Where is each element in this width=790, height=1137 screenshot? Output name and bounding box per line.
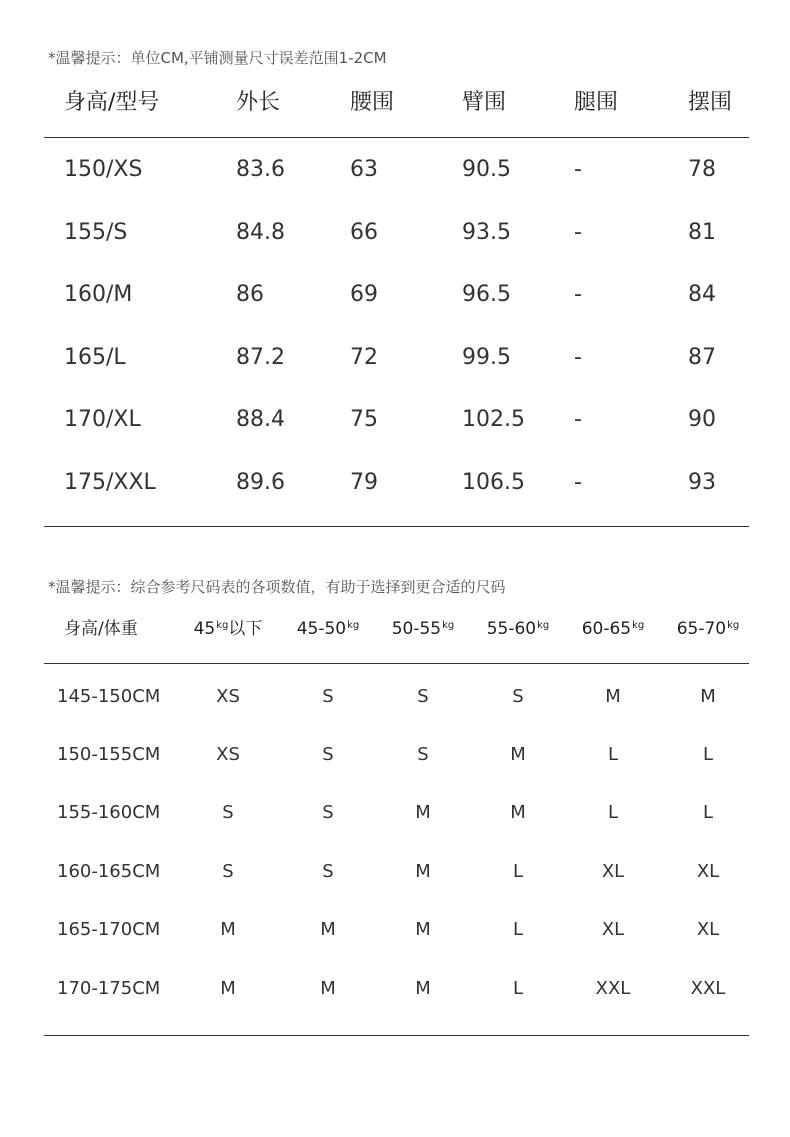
size-table-cell: 165/L (64, 345, 126, 370)
size-table-cell: 78 (688, 157, 716, 182)
size-table-cell: 83.6 (236, 157, 285, 182)
size-table-header-cell: 外长 (236, 90, 281, 115)
height-range-cell: 155-160CM (57, 802, 161, 823)
recommend-table-header-divider (44, 663, 749, 664)
weight-header-cell (582, 621, 645, 638)
height-range-cell: 170-175CM (57, 978, 161, 999)
recommended-size-cell: XXL (595, 978, 631, 999)
size-table-cell: 84 (688, 282, 716, 307)
recommended-size-cell: M (510, 744, 526, 765)
size-table-header-divider (44, 137, 749, 138)
height-range-cell: 160-165CM (57, 861, 161, 882)
recommended-size-cell: XL (696, 919, 720, 940)
recommended-size-cell: S (322, 861, 334, 882)
weight-range-value: 45-50 (296, 619, 347, 639)
recommended-size-cell: M (415, 978, 431, 999)
recommended-size-cell: XL (601, 861, 625, 882)
weight-range-value: 60-65 (581, 619, 632, 639)
size-table-cell: 160/M (64, 282, 133, 307)
size-table-cell: 81 (688, 220, 716, 245)
weight-header-cell (487, 621, 550, 638)
recommended-size-cell: S (222, 802, 234, 823)
size-table-cell: 89.6 (236, 470, 285, 495)
recommended-size-cell: XXL (690, 978, 726, 999)
size-table-cell: 93.5 (462, 220, 511, 245)
size-table-cell: 88.4 (236, 407, 285, 432)
size-table-cell: - (574, 407, 582, 432)
weight-unit: kg (537, 620, 550, 631)
size-table-cell: 155/S (64, 220, 128, 245)
height-range-cell: 165-170CM (57, 919, 161, 940)
height-range-cell: 150-155CM (57, 744, 161, 765)
size-table-cell: 150/XS (64, 157, 143, 182)
weight-range-value: 50-55 (391, 619, 442, 639)
size-table-cell: 66 (350, 220, 378, 245)
size-table-cell: 90 (688, 407, 716, 432)
size-table-cell: 72 (350, 345, 378, 370)
size-table-cell: 79 (350, 470, 378, 495)
recommended-size-cell: XL (696, 861, 720, 882)
recommended-size-cell: L (512, 919, 524, 940)
weight-header-cell (677, 621, 740, 638)
recommended-size-cell: L (607, 744, 619, 765)
recommended-size-cell: S (322, 802, 334, 823)
recommended-size-cell: M (220, 978, 236, 999)
size-table-cell: 175/XXL (64, 470, 156, 495)
size-table-cell: - (574, 345, 582, 370)
size-table-cell: - (574, 220, 582, 245)
recommended-size-cell: M (320, 978, 336, 999)
size-table-cell: 87.2 (236, 345, 285, 370)
size-table-cell: 96.5 (462, 282, 511, 307)
recommended-size-cell: L (512, 861, 524, 882)
recommended-size-cell: M (510, 802, 526, 823)
recommend-table-corner-header: 身高/体重 (64, 619, 138, 639)
size-table-cell: 102.5 (462, 407, 525, 432)
size-table-cell: 170/XL (64, 407, 141, 432)
weight-unit: kg (632, 620, 645, 631)
size-table-note: *温馨提示：单位CM,平铺测量尺寸误差范围1-2CM (48, 49, 387, 67)
weight-unit: kg (442, 620, 455, 631)
weight-unit: kg (727, 620, 740, 631)
size-table-cell: 75 (350, 407, 378, 432)
recommended-size-cell: XS (216, 686, 240, 707)
weight-unit: kg (347, 620, 360, 631)
size-table-header-cell: 腿围 (574, 90, 619, 115)
weight-header-cell (194, 621, 263, 638)
recommended-size-cell: M (220, 919, 236, 940)
size-table-header-cell: 身高/型号 (64, 90, 160, 115)
recommended-size-cell: M (320, 919, 336, 940)
weight-suffix: 以下 (228, 619, 263, 639)
size-table-header-cell: 臂围 (462, 90, 507, 115)
recommended-size-cell: S (322, 744, 334, 765)
size-table-cell: - (574, 282, 582, 307)
recommended-size-cell: S (417, 686, 429, 707)
size-table-cell: 87 (688, 345, 716, 370)
recommended-size-cell: S (322, 686, 334, 707)
recommend-table-bottom-divider (44, 1035, 749, 1036)
size-table-cell: 84.8 (236, 220, 285, 245)
size-table-cell: 90.5 (462, 157, 511, 182)
weight-range-value: 55-60 (486, 619, 537, 639)
recommended-size-cell: L (607, 802, 619, 823)
recommend-table-note: *温馨提示：综合参考尺码表的各项数值，有助于选择到更合适的尺码 (48, 578, 506, 596)
recommended-size-cell: L (512, 978, 524, 999)
size-table-header-cell: 腰围 (350, 90, 395, 115)
weight-header-cell (392, 621, 455, 638)
size-table-cell: 99.5 (462, 345, 511, 370)
recommended-size-cell: S (417, 744, 429, 765)
recommended-size-cell: M (700, 686, 716, 707)
recommended-size-cell: M (415, 802, 431, 823)
weight-range-value: 45 (193, 619, 216, 639)
weight-unit: kg (216, 620, 229, 631)
size-table-cell: 106.5 (462, 470, 525, 495)
recommended-size-cell: XS (216, 744, 240, 765)
size-table-cell: 93 (688, 470, 716, 495)
recommended-size-cell: M (605, 686, 621, 707)
size-table-cell: 86 (236, 282, 264, 307)
weight-header-cell (297, 621, 360, 638)
size-table-cell: 63 (350, 157, 378, 182)
recommended-size-cell: XL (601, 919, 625, 940)
recommended-size-cell: S (222, 861, 234, 882)
weight-range-value: 65-70 (676, 619, 727, 639)
size-table-bottom-divider (44, 526, 749, 527)
size-table-cell: 69 (350, 282, 378, 307)
recommended-size-cell: M (415, 919, 431, 940)
height-range-cell: 145-150CM (57, 686, 161, 707)
recommended-size-cell: L (702, 744, 714, 765)
recommended-size-cell: L (702, 802, 714, 823)
recommended-size-cell: M (415, 861, 431, 882)
size-table-cell: - (574, 470, 582, 495)
size-table-cell: - (574, 157, 582, 182)
recommended-size-cell: S (512, 686, 524, 707)
size-table-header-cell: 摆围 (688, 90, 733, 115)
